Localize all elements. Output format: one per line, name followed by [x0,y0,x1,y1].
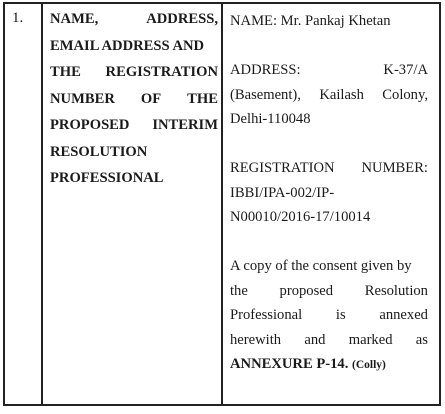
registration-number-line-1: IBBI/IPA-002/IP- [230,184,335,201]
consent-line-4: herewith and marked as [230,331,428,348]
address-line-1: ADDRESS: K-37/A [230,62,428,78]
consent-line-1: A copy of the consent given by [230,258,412,274]
name-line: NAME: Mr. Pankaj Khetan [230,13,391,29]
column-divider-2 [221,2,223,406]
label-line-1: NAME, ADDRESS, [50,11,218,27]
label-line-3: THE REGISTRATION [50,64,218,80]
label-line-4: NUMBER OF THE [50,90,218,107]
address-line-3: Delhi-110048 [230,111,311,127]
colly-label: (Colly) [352,359,386,371]
label-line-6: RESOLUTION [50,143,148,160]
row-number: 1. [12,10,24,26]
label-line-2: EMAIL ADDRESS AND [50,37,205,54]
table-right-border [439,2,441,406]
consent-line-3: Professional is annexed [230,307,428,323]
consent-line-2: the proposed Resolution [230,282,428,299]
annexure-label: ANNEXURE P-14. [230,356,349,372]
label-line-7: PROFESSIONAL [50,170,164,186]
label-line-5: PROPOSED INTERIM [50,117,218,133]
field-label [50,6,218,192]
field-value [230,9,428,378]
column-divider-1 [41,2,43,406]
annexure-line [230,352,428,378]
registration-number-line-2: N00010/2016-17/10014 [230,209,371,225]
address-line-2: (Basement), Kailash Colony, [230,86,428,103]
table-left-border [3,2,5,406]
registration-label: REGISTRATION NUMBER: [230,160,428,176]
